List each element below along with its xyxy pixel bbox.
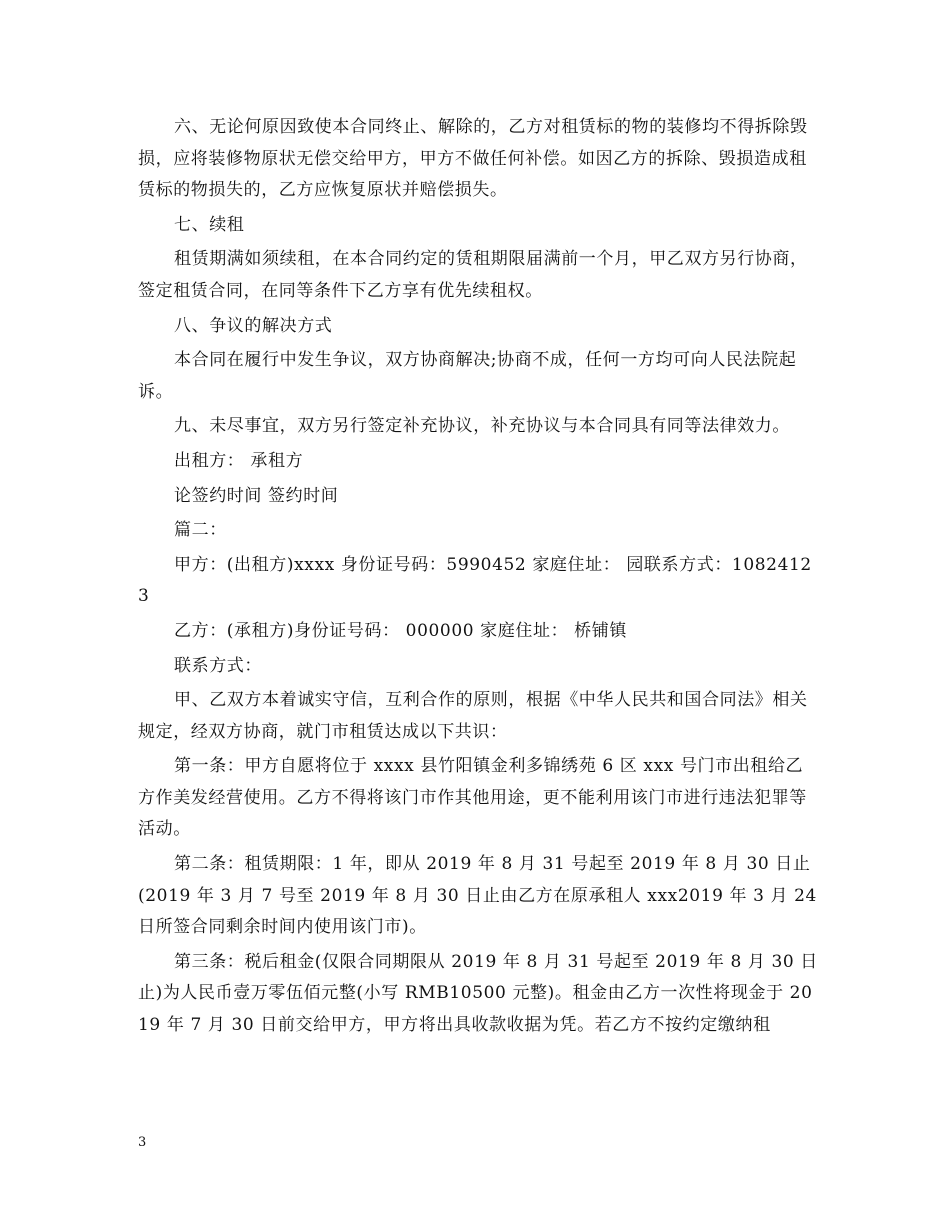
supplement-paragraph: 九、未尽事宜，双方另行签定补充协议，补充协议与本合同具有同等法律效力。 bbox=[174, 416, 790, 437]
article-two-paragraph: 第二条：租赁期限：1 年，即从 2019 年 8 月 31 号起至 2019 年 8 月 30 日止(2019 年 3 月 7 号至 2019 年 8 月 30 日止由乙方在原承租人 xxx2019 年 3 月 24 日所签合同剩余时间内使用该门市)。 bbox=[138, 854, 817, 938]
contact-label: 联系方式： bbox=[174, 655, 262, 676]
party-a-details: 甲方：(出租方)xxxx 身份证号码：5990452 家庭住址： 园联系方式：10824123 bbox=[138, 554, 812, 607]
dispute-paragraph: 本合同在履行中发生争议，双方协商解决;协商不成，任何一方均可向人民法院起诉。 bbox=[138, 350, 797, 402]
signatories-line: 出租方： 承租方 bbox=[174, 450, 304, 471]
article-three-paragraph: 第三条：税后租金(仅限合同期限从 2019 年 8 月 31 号起至 2019 年 8 月 30 日止)为人民币壹万零伍佰元整(小写 RMB10500 元整)。租金由乙方一次性将现金于 2019 年 7 月 30 日前交给甲方，甲方将出具收款收据为凭。若乙方不按约定缴纳租 bbox=[138, 951, 818, 1036]
renewal-heading: 七、续租 bbox=[174, 214, 245, 235]
document-body bbox=[138, 112, 820, 1045]
signing-time-line: 论签约时间 签约时间 bbox=[174, 485, 339, 506]
page-number: 3 bbox=[138, 1135, 147, 1150]
preamble-paragraph: 甲、乙双方本着诚实守信，互利合作的原则，根据《中华人民共和国合同法》相关规定，经双方协商，就门市租赁达成以下共识： bbox=[138, 690, 808, 742]
article-one-paragraph: 第一条：甲方自愿将位于 xxxx 县竹阳镇金利多锦绣苑 6 区 xxx 号门市出租给乙方作美发经营使用。乙方不得将该门市作其他用途，更不能利用该门市进行违法犯罪等活动。 bbox=[138, 756, 807, 840]
dispute-heading: 八、争议的解决方式 bbox=[174, 315, 333, 336]
section-two-heading: 篇二： bbox=[174, 520, 227, 541]
clause-six-paragraph: 六、无论何原因致使本合同终止、解除的，乙方对租赁标的物的装修均不得拆除毁损，应将装修物原状无偿交给甲方，甲方不做任何补偿。如因乙方的拆除、毁损造成租赁标的物损失的，乙方应恢复原状并赔偿损失。 bbox=[138, 117, 808, 201]
renewal-paragraph: 租赁期满如须续租，在本合同约定的赁租期限届满前一个月，甲乙双方另行协商，签定租赁合同，在同等条件下乙方享有优先续租权。 bbox=[138, 249, 808, 301]
party-b-details: 乙方：(承租方)身份证号码： 000000 家庭住址： 桥铺镇 bbox=[174, 620, 627, 641]
